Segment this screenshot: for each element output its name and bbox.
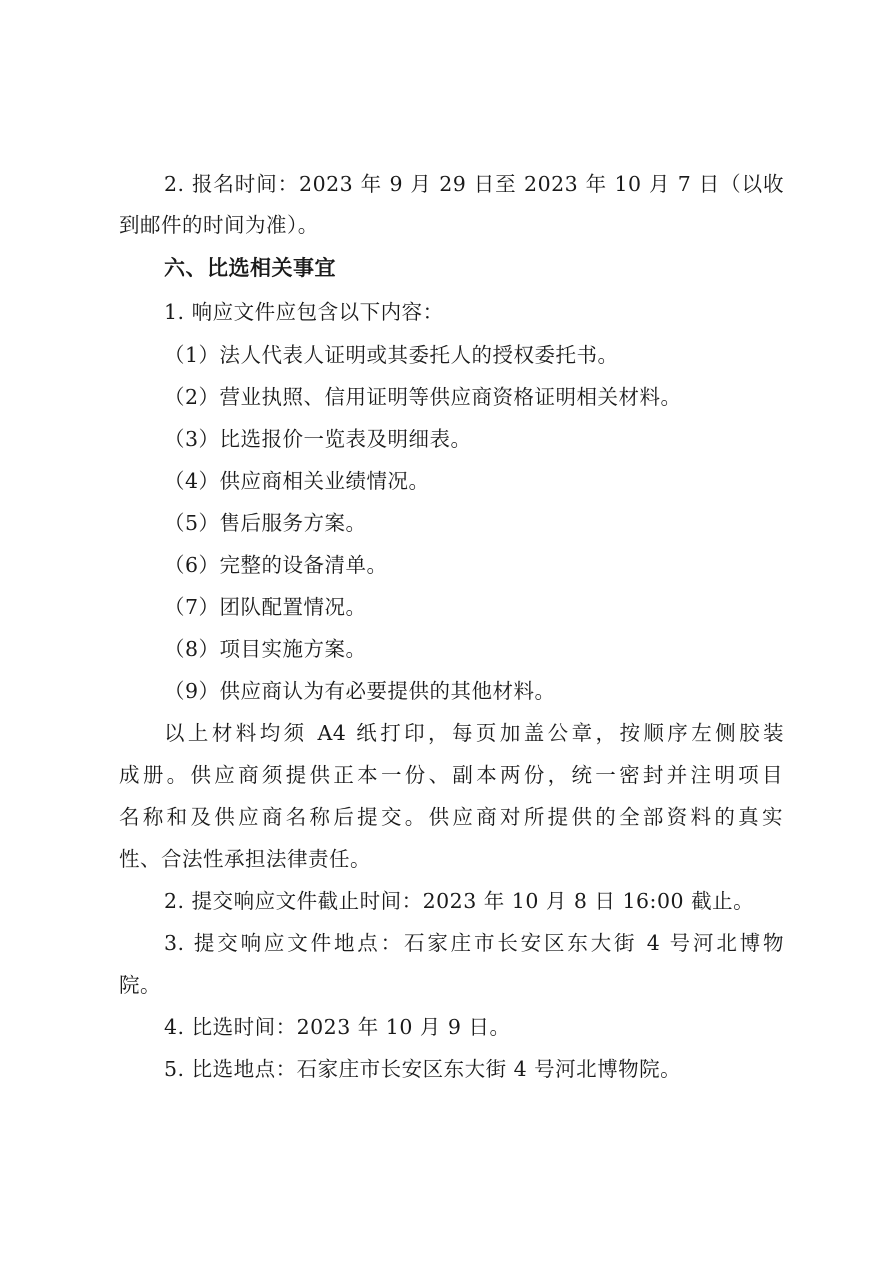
list-item-6: （6）完整的设备清单。	[164, 553, 388, 577]
list-item-9: （9）供应商认为有必要提供的其他材料。	[164, 679, 556, 703]
list-item-5: （5）售后服务方案。	[164, 511, 367, 535]
registration-time-line-1: 2. 报名时间：2023 年 9 月 29 日至 2023 年 10 月 7 日（以收	[164, 172, 784, 196]
selection-time: 4. 比选时间：2023 年 10 月 9 日。	[164, 1015, 511, 1039]
registration-time-line-2: 到邮件的时间为准）。	[119, 213, 319, 237]
materials-paragraph-line-1: 以上材料均须 A4 纸打印，每页加盖公章，按顺序左侧胶装	[164, 721, 784, 745]
section-six-heading: 六、比选相关事宜	[164, 256, 336, 280]
submission-location-line-1: 3. 提交响应文件地点：石家庄市长安区东大街 4 号河北博物	[164, 931, 784, 955]
list-item-1: （1）法人代表人证明或其委托人的授权委托书。	[164, 343, 619, 367]
materials-paragraph-line-4: 性、合法性承担法律责任。	[119, 847, 371, 871]
selection-location: 5. 比选地点：石家庄市长安区东大街 4 号河北博物院。	[164, 1057, 682, 1081]
list-item-2: （2）营业执照、信用证明等供应商资格证明相关材料。	[164, 385, 682, 409]
list-item-3: （3）比选报价一览表及明细表。	[164, 427, 472, 451]
list-item-7: （7）团队配置情况。	[164, 595, 367, 619]
materials-paragraph-line-2: 成册。供应商须提供正本一份、副本两份，统一密封并注明项目	[119, 763, 783, 787]
submission-deadline: 2. 提交响应文件截止时间：2023 年 10 月 8 日 16:00 截止。	[164, 889, 755, 913]
list-item-4: （4）供应商相关业绩情况。	[164, 469, 430, 493]
list-item-8: （8）项目实施方案。	[164, 637, 367, 661]
materials-paragraph-line-3: 名称和及供应商名称后提交。供应商对所提供的全部资料的真实	[119, 805, 783, 829]
submission-location-line-2: 院。	[119, 973, 161, 997]
response-docs-intro: 1. 响应文件应包含以下内容：	[164, 300, 444, 324]
